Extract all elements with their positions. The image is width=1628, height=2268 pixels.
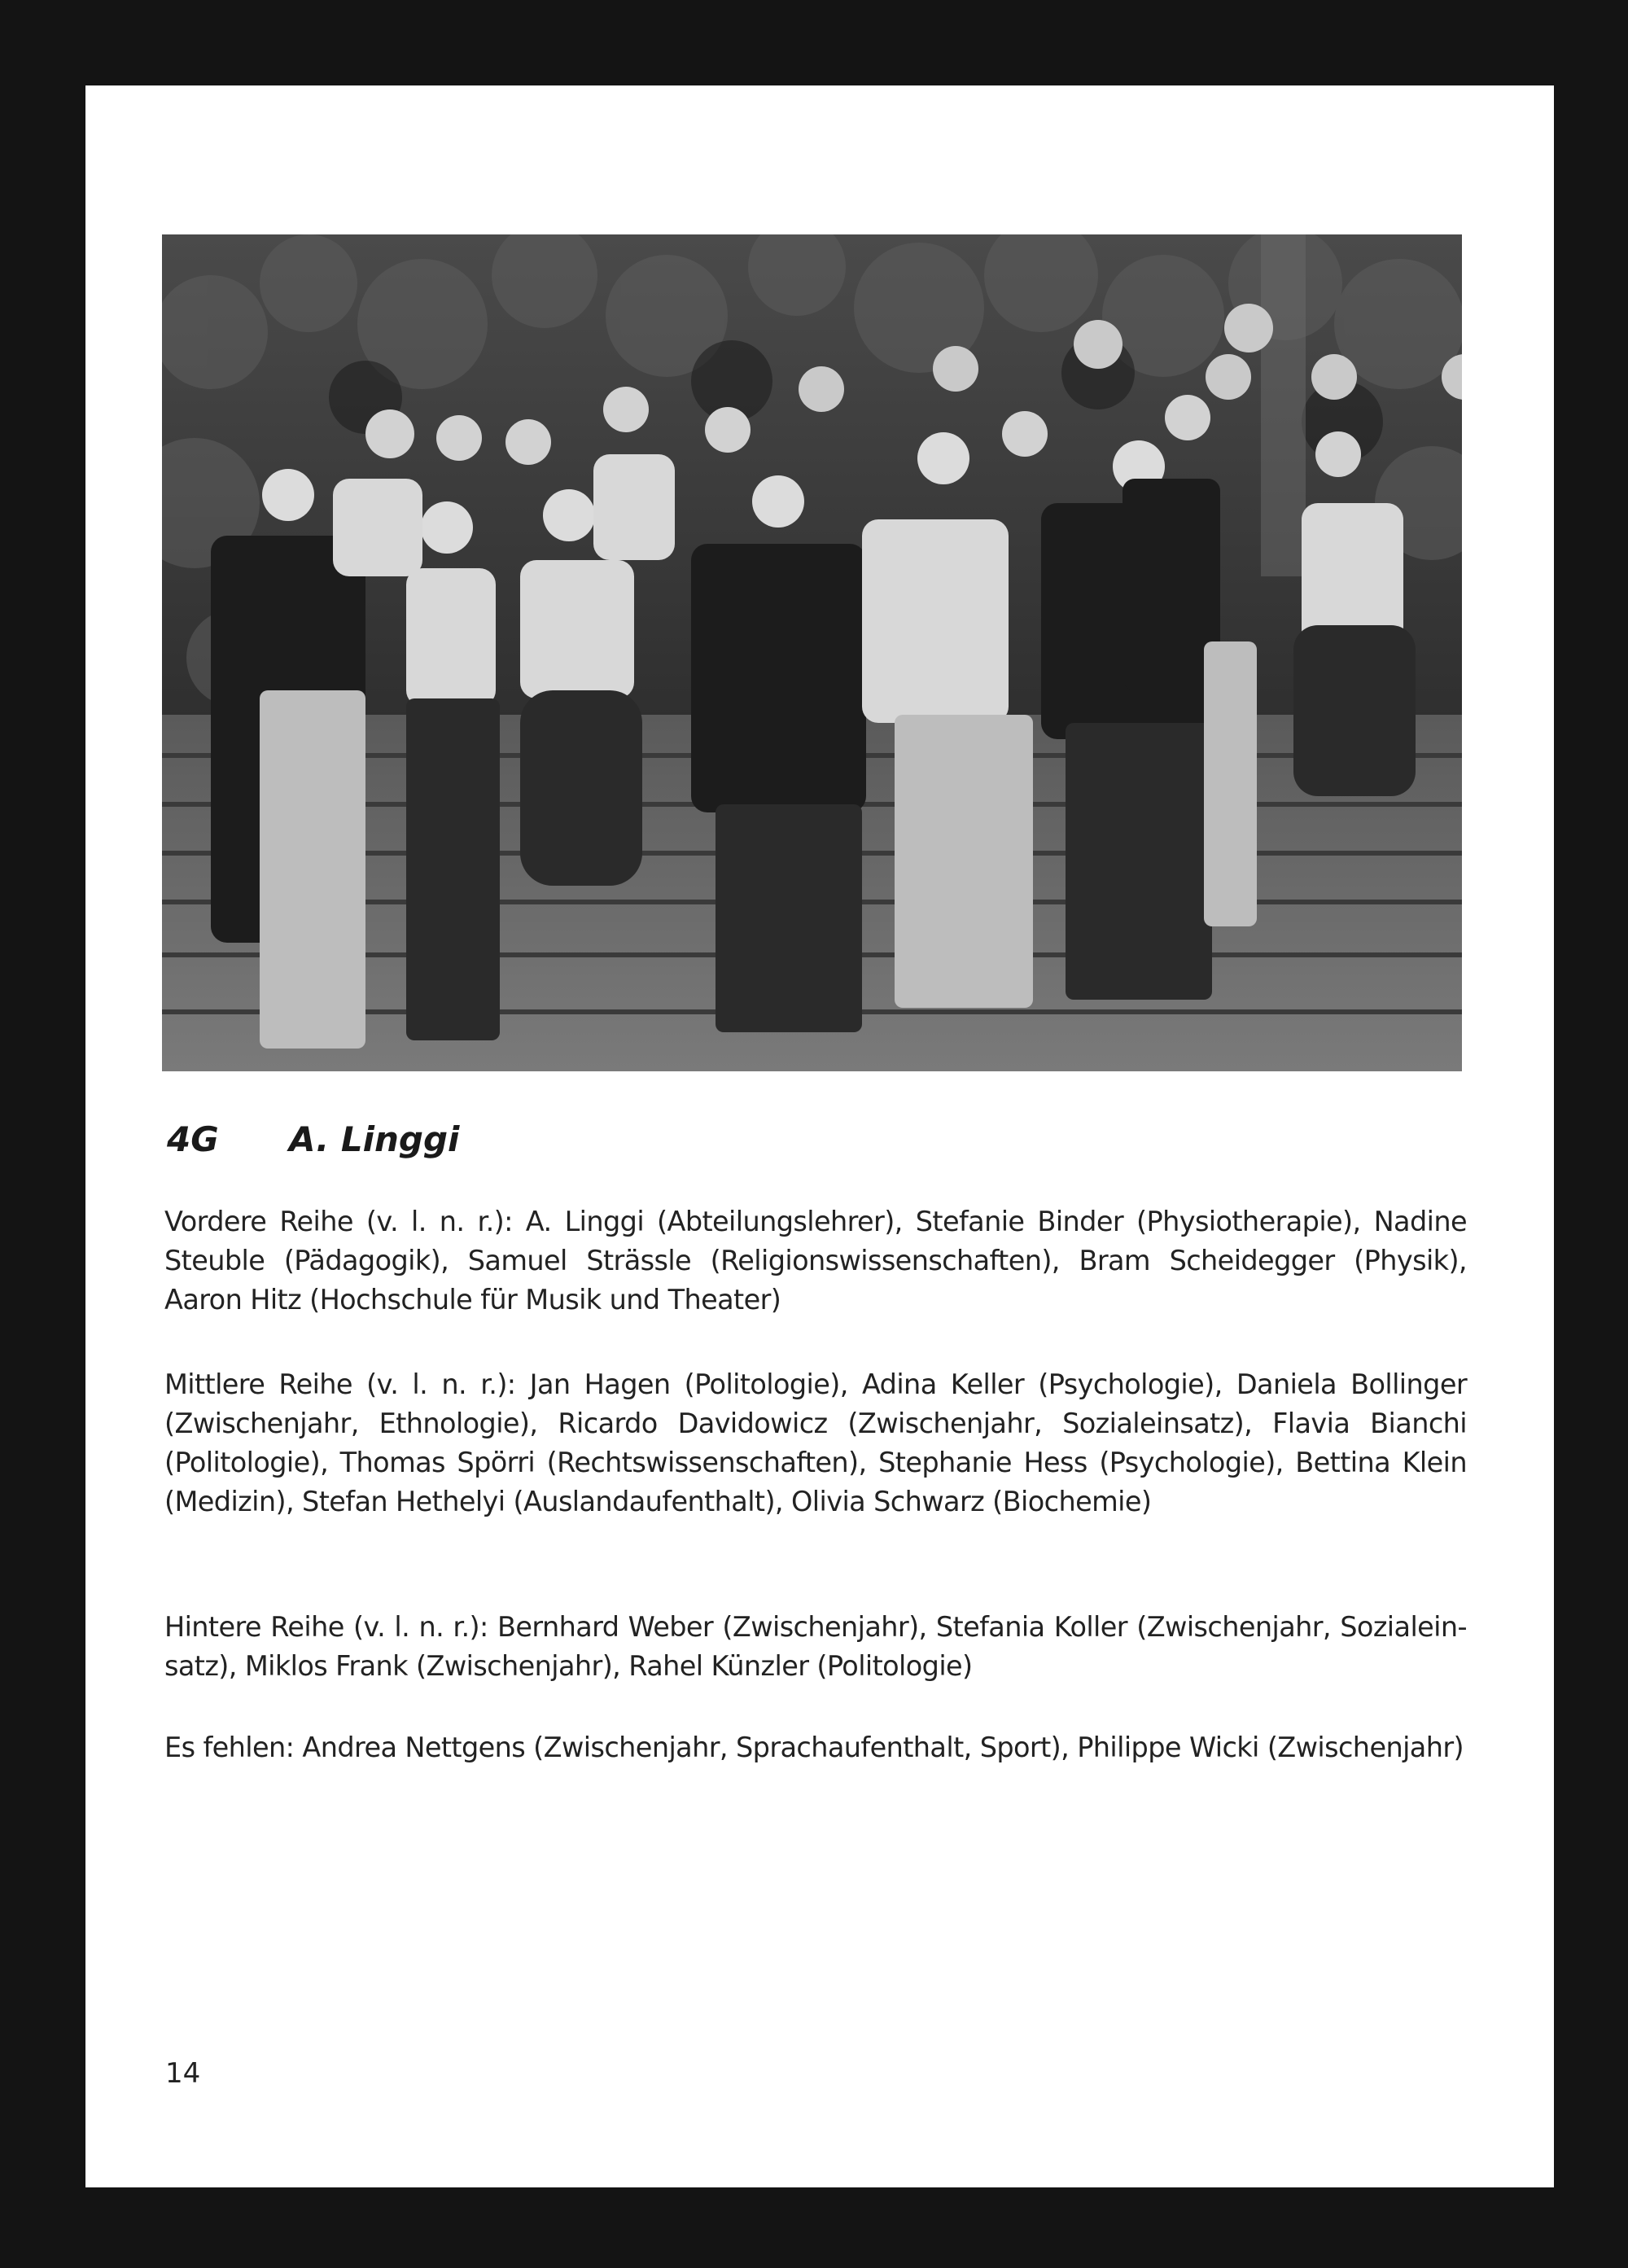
class-heading <box>167 1119 459 1159</box>
middle-row-caption: Mittlere Reihe (v. l. n. r.): Jan Hagen (Politologie), Adina Keller (Psychologie), Daniela Bollinger (Zwischenjahr, Ethnologie), Ricardo Davidowicz (Zwischenjahr, Sozialeinsatz), Flavia Bianchi (Politologie), Thomas Spörri (Rechtswissenschaften), Stephanie Hess (Psychologie), Bettina Klein (Medizin), Stefan Hethelyi (Auslandaufenthalt), Olivia Schwarz (Biochemie) <box>164 1368 1467 1517</box>
front-row-caption: Vordere Reihe (v. l. n. r.): A. Linggi (Abteilungslehrer), Stefanie Binder (Physiotherapie), Nadine Steuble (Pädagogik), Samuel Strässle (Religionswissenschaften), Bram Scheidegger (Physik), Aaron Hitz (Hochschule für Musik und Theater) <box>164 1206 1467 1316</box>
missing-students-caption: Es fehlen: Andrea Nettgens (Zwischenjahr, Sprachaufenthalt, Sport), Philippe Wicki (Zwischenjahr) <box>164 1732 1464 1763</box>
teacher-name: A. Linggi <box>289 1119 460 1159</box>
class-group-photo <box>162 234 1462 1071</box>
document-page <box>85 85 1554 2187</box>
page-number: 14 <box>165 2057 201 2090</box>
back-row-caption: Hintere Reihe (v. l. n. r.): Bernhard Weber (Zwischenjahr), Stefania Koller (Zwischenjahr, Sozialein-satz), Miklos Frank (Zwischenjahr), Rahel Künzler (Politologie) <box>164 1611 1467 1682</box>
class-code: 4G <box>167 1119 219 1159</box>
